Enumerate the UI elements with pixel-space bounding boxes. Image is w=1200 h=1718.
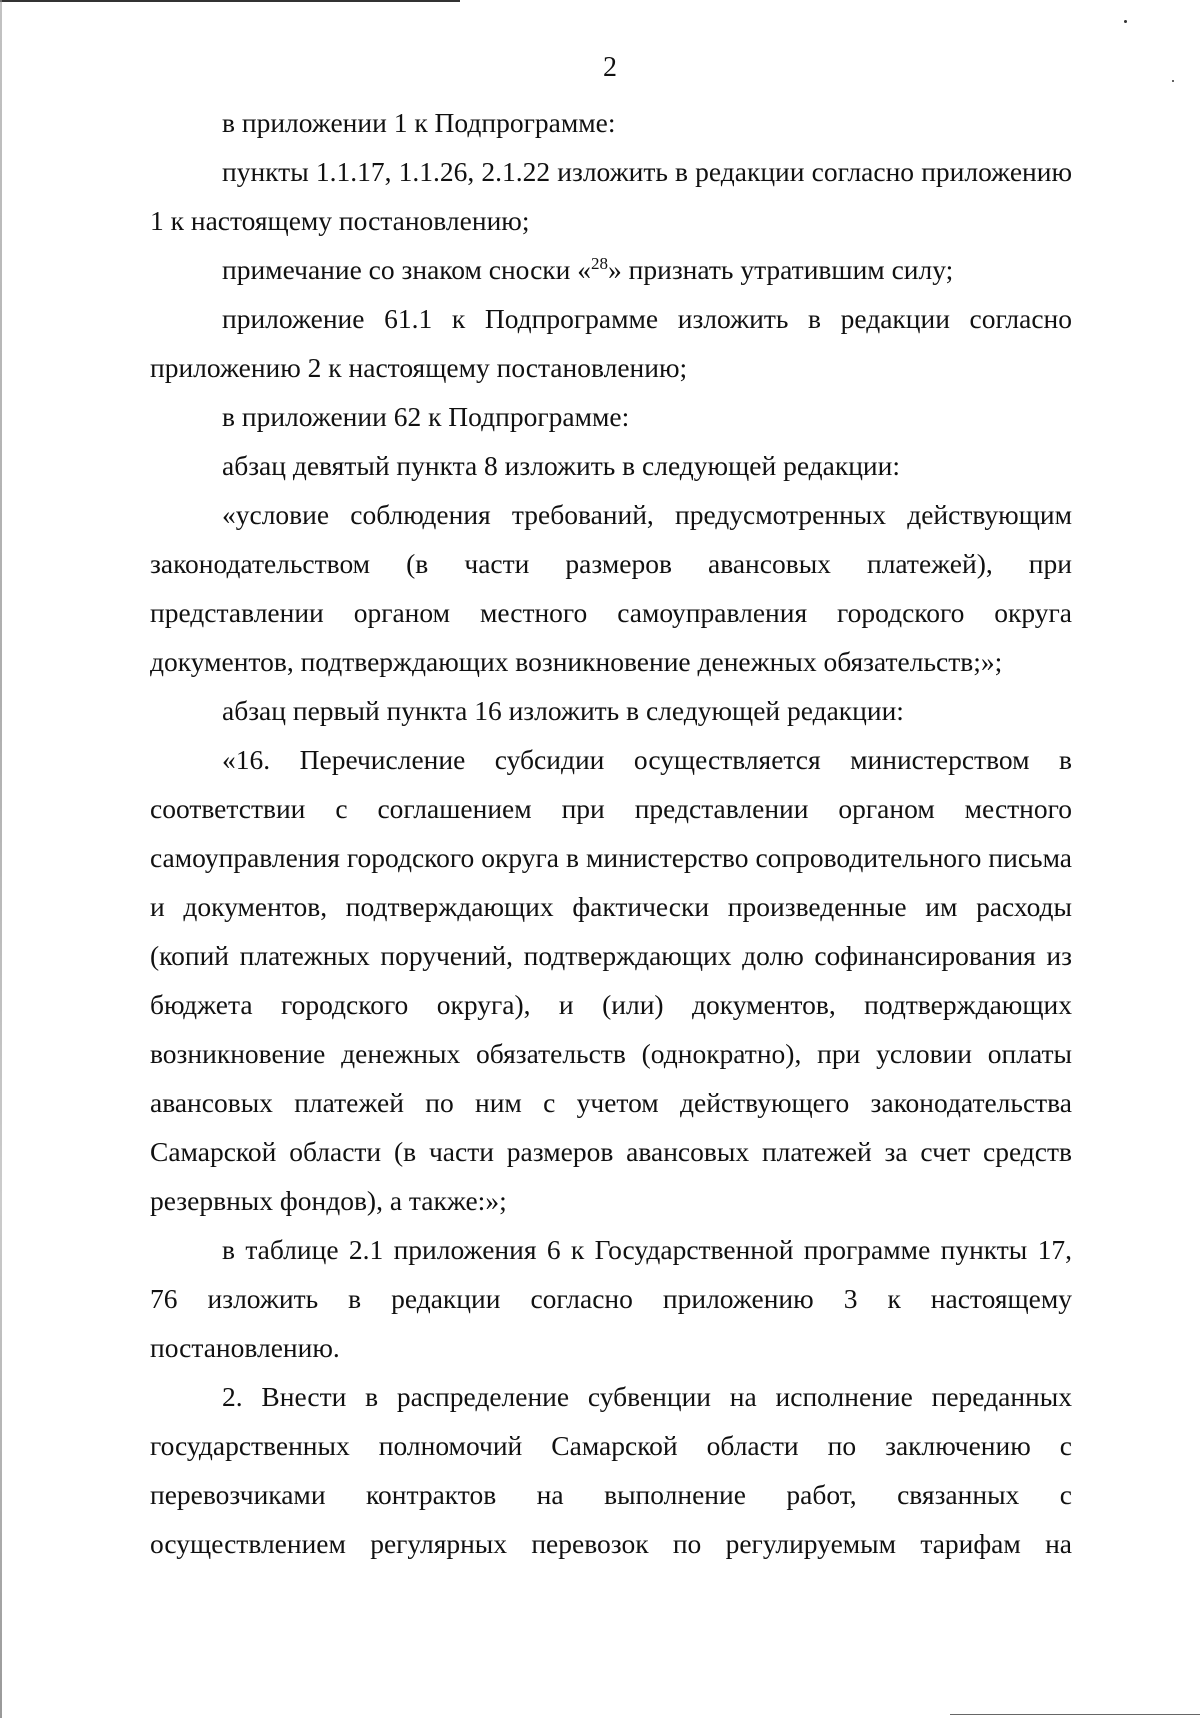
paragraph-11: 2. Внести в распределение субвенции на исполнение переданных государственных полномочий Самарской области по заключению с перевозчиками контрактов на выполнение работ, связанных с осуществлением регулярных перевозок по регулируемым тарифам на bbox=[150, 1381, 1072, 1559]
scan-bottom-rule bbox=[950, 1714, 1200, 1715]
paragraph-8: абзац первый пункта 16 изложить в следующей редакции: bbox=[222, 695, 904, 726]
paragraph-7-quote: «условие соблюдения требований, предусмотренных действующим законодательством (в части размеров авансовых платежей), при представлении органом местного самоуправления городского округа документов, подтверждающих возникновение денежных обязательств;»; bbox=[150, 499, 1072, 677]
paragraph-6: абзац девятый пункта 8 изложить в следующей редакции: bbox=[222, 450, 901, 481]
paragraph-9-quote: «16. Перечисление субсидии осуществляется министерством в соответствии с соглашением при представлении органом местного самоуправления городского округа в министерство сопроводительного письма и документов, подтверждающих фактически произведенные им расходы (копий платежных поручений, подтверждающих долю софинансирования из бюджета городского округа), и (или) документов, подтверждающих возникновение денежных обязательств (однократно), при условии оплаты авансовых платежей по ним с учетом действующего законодательства Самарской области (в части размеров авансовых платежей за счет средств резервных фондов), а также:»; bbox=[150, 744, 1072, 1216]
paragraph-10: в таблице 2.1 приложения 6 к Государственной программе пункты 17, 76 изложить в редакции согласно приложению 3 к настоящему постановлению. bbox=[150, 1234, 1072, 1363]
page-number: 2 bbox=[603, 52, 617, 83]
paragraph-2: пункты 1.1.17, 1.1.26, 2.1.22 изложить в редакции согласно приложению 1 к настоящему постановлению; bbox=[150, 156, 1072, 236]
footnote-mark: 28 bbox=[591, 254, 609, 273]
paragraph-3-after: » признать утратившим силу; bbox=[608, 254, 954, 285]
paragraph-4: приложение 61.1 к Подпрограмме изложить в редакции согласно приложению 2 к настоящему постановлению; bbox=[150, 303, 1072, 383]
scan-left-edge bbox=[0, 0, 2, 1718]
scan-top-rule bbox=[0, 0, 460, 2]
document-body bbox=[150, 98, 1072, 1568]
paragraph-3-before: примечание со знаком сноски « bbox=[222, 254, 592, 285]
paragraph-5: в приложении 62 к Подпрограмме: bbox=[222, 401, 630, 432]
paragraph-3-footnote-note bbox=[150, 245, 1072, 294]
paragraph-1: в приложении 1 к Подпрограмме: bbox=[222, 107, 616, 138]
scan-speck bbox=[1124, 20, 1127, 23]
